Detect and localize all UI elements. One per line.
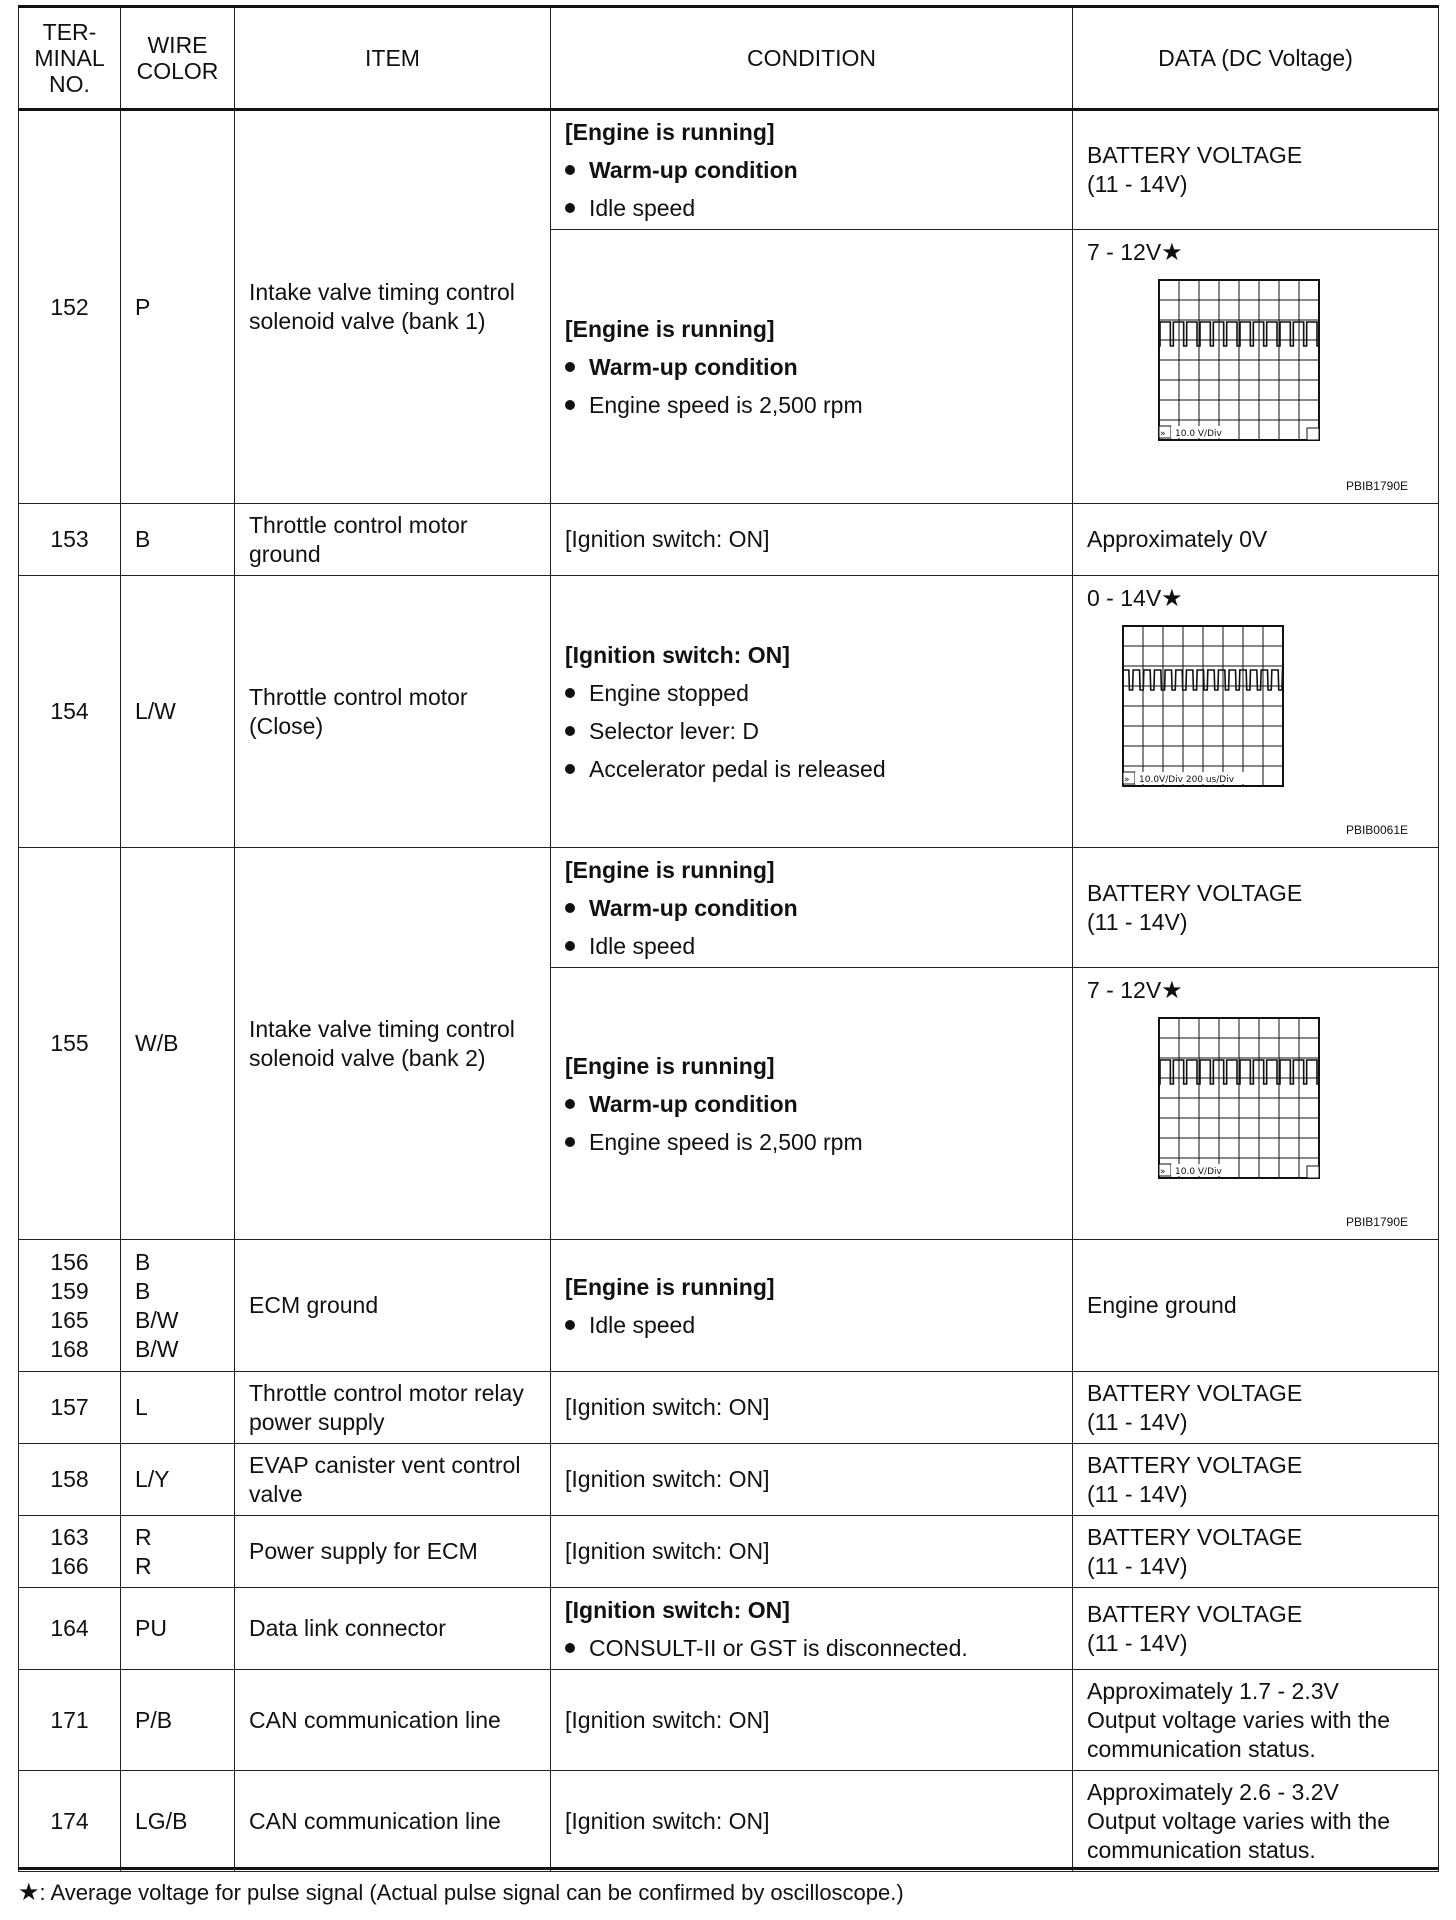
bullet-text: Warm-up condition xyxy=(589,353,798,380)
terminal-line: 168 xyxy=(50,1335,89,1362)
condition-bullet xyxy=(565,750,1058,788)
wire-line: B/W xyxy=(135,1335,179,1362)
bullet-icon xyxy=(565,764,575,774)
scope-scale-text: 10.0 V/Div xyxy=(1175,429,1222,439)
item-line: power supply xyxy=(249,1408,385,1435)
header-wire-color xyxy=(121,7,235,110)
condition-bullet xyxy=(565,927,1058,965)
item-cell: CAN communication line xyxy=(235,1771,551,1872)
figure-code: PBIB0061E xyxy=(1345,823,1408,837)
terminal-number: 157 xyxy=(19,1372,121,1444)
scope-scale-label xyxy=(1159,1164,1225,1177)
condition-title: [Ignition switch: ON] xyxy=(551,1372,1073,1444)
wire-line: B/W xyxy=(135,1306,179,1333)
wire-color: W/B xyxy=(121,848,235,1240)
item-cell xyxy=(235,1372,551,1444)
item-cell: Data link connector xyxy=(235,1588,551,1670)
star-icon: ★ xyxy=(1161,977,1183,1004)
item-cell xyxy=(235,110,551,504)
terminal-number: 174 xyxy=(19,1771,121,1872)
data-value-text: 0 - 14V xyxy=(1087,585,1162,611)
header-wire-l2: COLOR xyxy=(136,58,219,84)
scope-arrow-icon: » xyxy=(1124,775,1130,785)
data-cell xyxy=(1073,1372,1439,1444)
wire-color: P/B xyxy=(121,1670,235,1771)
figure-code: PBIB1790E xyxy=(1345,1215,1408,1229)
condition-title: [Ignition switch: ON] xyxy=(551,1771,1073,1872)
bullet-icon xyxy=(565,941,575,951)
terminal-line: 163 xyxy=(50,1523,89,1550)
terminal-line: 166 xyxy=(50,1552,89,1579)
header-terminal-l2: MINAL xyxy=(34,45,105,71)
bullet-icon xyxy=(565,1099,575,1109)
terminal-number xyxy=(19,1516,121,1588)
data-value-text: 7 - 12V xyxy=(1087,239,1162,265)
table-row xyxy=(19,504,1439,576)
scope-scale-text: 10.0V/Div 200 us/Div xyxy=(1139,775,1235,785)
data-cell xyxy=(1073,110,1439,230)
header-data: DATA (DC Voltage) xyxy=(1073,7,1439,110)
scope-scale-label xyxy=(1159,426,1225,439)
bullet-text: Engine speed is 2,500 rpm xyxy=(589,391,863,418)
data-line: BATTERY VOLTAGE xyxy=(1087,1600,1303,1627)
header-terminal-l3: NO. xyxy=(49,71,90,97)
terminal-number: 153 xyxy=(19,504,121,576)
figure-code: PBIB1790E xyxy=(1345,479,1408,493)
bullet-icon xyxy=(565,1320,575,1330)
wire-color: B xyxy=(121,504,235,576)
terminal-number xyxy=(19,1240,121,1372)
terminal-line: 165 xyxy=(50,1306,89,1333)
table-row xyxy=(19,848,1439,968)
condition-title: [Engine is running] xyxy=(565,119,775,145)
condition-title: [Ignition switch: ON] xyxy=(551,504,1073,576)
data-cell: Approximately 0V xyxy=(1073,504,1439,576)
data-line: BATTERY VOLTAGE xyxy=(1087,1523,1303,1550)
table-row xyxy=(19,1444,1439,1516)
item-line: solenoid valve (bank 1) xyxy=(249,308,486,334)
condition-title: [Ignition switch: ON] xyxy=(565,641,790,668)
condition-cell xyxy=(551,1588,1073,1670)
star-icon: ★ xyxy=(1161,239,1183,266)
condition-cell xyxy=(551,848,1073,968)
data-value-text: 7 - 12V xyxy=(1087,977,1162,1003)
wire-color: LG/B xyxy=(121,1771,235,1872)
wire-color xyxy=(121,1240,235,1372)
item-line: Intake valve timing control xyxy=(249,1015,515,1042)
data-line: Output voltage varies with the xyxy=(1087,1706,1390,1733)
footnote-text: : Average voltage for pulse signal (Actual pulse signal can be confirmed by oscilloscope.) xyxy=(39,1880,904,1905)
table-row xyxy=(19,1240,1439,1372)
terminal-line: 159 xyxy=(50,1277,89,1304)
condition-title: [Ignition switch: ON] xyxy=(551,1670,1073,1771)
condition-title: [Engine is running] xyxy=(565,1052,775,1079)
terminal-number: 158 xyxy=(19,1444,121,1516)
bullet-icon xyxy=(565,165,575,175)
bullet-icon xyxy=(565,903,575,913)
data-line: communication status. xyxy=(1087,1836,1316,1863)
data-cell xyxy=(1073,1444,1439,1516)
data-cell xyxy=(1073,848,1439,968)
terminal-number: 171 xyxy=(19,1670,121,1771)
item-line: Throttle control motor xyxy=(249,683,468,710)
item-cell xyxy=(235,848,551,1240)
data-line: BATTERY VOLTAGE xyxy=(1087,1379,1303,1406)
footnote xyxy=(18,1878,904,1907)
bullet-icon xyxy=(565,688,575,698)
data-line: BATTERY VOLTAGE xyxy=(1087,142,1303,168)
data-value xyxy=(1087,584,1183,613)
item-cell xyxy=(235,1444,551,1516)
wire-color: L/W xyxy=(121,576,235,848)
condition-cell xyxy=(551,576,1073,848)
condition-bullet xyxy=(565,1085,1058,1123)
item-cell xyxy=(235,504,551,576)
wire-color: P xyxy=(121,110,235,504)
scope-scale-label xyxy=(1123,772,1245,785)
item-line: valve xyxy=(249,1480,303,1507)
condition-bullet xyxy=(565,189,1058,227)
condition-title: [Engine is running] xyxy=(565,1273,775,1300)
condition-cell xyxy=(551,110,1073,230)
condition-title: [Ignition switch: ON] xyxy=(551,1444,1073,1516)
item-line: solenoid valve (bank 2) xyxy=(249,1044,486,1071)
terminal-line: 156 xyxy=(50,1248,89,1275)
bullet-text: Warm-up condition xyxy=(589,1090,798,1117)
data-line: Approximately 1.7 - 2.3V xyxy=(1087,1677,1339,1704)
table-row xyxy=(19,1372,1439,1444)
wire-color: PU xyxy=(121,1588,235,1670)
wire-line: R xyxy=(135,1552,152,1579)
table-row xyxy=(19,1771,1439,1872)
data-line: (11 - 14V) xyxy=(1087,1552,1188,1579)
star-icon: ★ xyxy=(18,1879,40,1906)
data-cell: Engine ground xyxy=(1073,1240,1439,1372)
terminal-number: 152 xyxy=(19,110,121,504)
bullet-text: Idle speed xyxy=(589,932,696,959)
bullet-text: Warm-up condition xyxy=(589,157,798,183)
data-cell xyxy=(1073,1516,1439,1588)
terminal-number: 154 xyxy=(19,576,121,848)
item-cell: ECM ground xyxy=(235,1240,551,1372)
bullet-text: Accelerator pedal is released xyxy=(589,755,886,782)
data-line: (11 - 14V) xyxy=(1087,171,1188,197)
bullet-icon xyxy=(565,362,575,372)
waveform-data-cell xyxy=(1073,968,1439,1240)
data-line: (11 - 14V) xyxy=(1087,908,1188,935)
oscilloscope-waveform xyxy=(1157,278,1327,464)
waveform-data-cell xyxy=(1073,576,1439,848)
wire-line: R xyxy=(135,1523,152,1550)
table-row xyxy=(19,576,1439,848)
item-cell xyxy=(235,576,551,848)
bullet-icon xyxy=(565,203,575,213)
scope-scale-text: 10.0 V/Div xyxy=(1175,1167,1222,1177)
item-line: Throttle control motor relay xyxy=(249,1379,524,1406)
condition-bullet xyxy=(565,1629,1058,1667)
bullet-icon xyxy=(565,1643,575,1653)
header-terminal xyxy=(19,7,121,110)
condition-bullet xyxy=(565,712,1058,750)
data-cell xyxy=(1073,1588,1439,1670)
wire-color xyxy=(121,1516,235,1588)
item-line: Throttle control motor xyxy=(249,511,468,538)
data-cell xyxy=(1073,1670,1439,1771)
wire-color: L xyxy=(121,1372,235,1444)
data-line: BATTERY VOLTAGE xyxy=(1087,879,1303,906)
terminal-data-table xyxy=(18,5,1439,1872)
condition-title: [Engine is running] xyxy=(565,315,775,342)
condition-bullet xyxy=(565,151,1058,189)
condition-cell xyxy=(551,1240,1073,1372)
oscilloscope-waveform xyxy=(1157,1016,1327,1202)
condition-cell xyxy=(551,230,1073,504)
oscilloscope-waveform xyxy=(1121,624,1291,808)
item-line: ground xyxy=(249,540,321,567)
table-row xyxy=(19,1516,1439,1588)
bullet-text: Idle speed xyxy=(589,1311,696,1338)
scope-grid xyxy=(1159,280,1319,440)
terminal-number: 164 xyxy=(19,1588,121,1670)
bullet-text: Engine stopped xyxy=(589,679,749,706)
data-line: Approximately 2.6 - 3.2V xyxy=(1087,1778,1339,1805)
scope-corner-box xyxy=(1307,1166,1319,1178)
data-line: BATTERY VOLTAGE xyxy=(1087,1451,1303,1478)
item-cell: CAN communication line xyxy=(235,1670,551,1771)
scope-arrow-icon: » xyxy=(1160,429,1166,439)
bullet-text: Idle speed xyxy=(589,195,696,221)
wire-color: L/Y xyxy=(121,1444,235,1516)
condition-bullet xyxy=(565,674,1058,712)
bottom-rule xyxy=(18,1867,1438,1870)
item-line: Intake valve timing control xyxy=(249,279,515,305)
wire-line: B xyxy=(135,1277,151,1304)
data-line: (11 - 14V) xyxy=(1087,1629,1188,1656)
scope-arrow-icon: » xyxy=(1160,1167,1166,1177)
bullet-text: Selector lever: D xyxy=(589,717,760,744)
condition-bullet xyxy=(565,1123,1058,1161)
data-value xyxy=(1087,238,1183,267)
table-row xyxy=(19,1588,1439,1670)
item-cell: Power supply for ECM xyxy=(235,1516,551,1588)
item-line: EVAP canister vent control xyxy=(249,1451,521,1478)
data-line: (11 - 14V) xyxy=(1087,1408,1188,1435)
waveform-data-cell xyxy=(1073,230,1439,504)
data-cell xyxy=(1073,1771,1439,1872)
condition-title: [Engine is running] xyxy=(565,856,775,883)
bullet-text: Warm-up condition xyxy=(589,894,798,921)
bullet-icon xyxy=(565,726,575,736)
condition-title: [Ignition switch: ON] xyxy=(551,1516,1073,1588)
data-line: communication status. xyxy=(1087,1735,1316,1762)
bullet-text: Engine speed is 2,500 rpm xyxy=(589,1128,863,1155)
bullet-icon xyxy=(565,400,575,410)
condition-bullet xyxy=(565,348,1058,386)
condition-bullet xyxy=(565,386,1058,424)
bullet-text: CONSULT-II or GST is disconnected. xyxy=(589,1634,968,1661)
condition-bullet xyxy=(565,1306,1058,1344)
condition-title: [Ignition switch: ON] xyxy=(565,1596,790,1623)
terminal-number: 155 xyxy=(19,848,121,1240)
data-line: (11 - 14V) xyxy=(1087,1480,1188,1507)
star-icon: ★ xyxy=(1161,585,1183,612)
condition-cell xyxy=(551,968,1073,1240)
bullet-icon xyxy=(565,1137,575,1147)
data-value xyxy=(1087,976,1183,1005)
table-header-row xyxy=(19,7,1439,110)
header-item: ITEM xyxy=(235,7,551,110)
condition-bullet xyxy=(565,889,1058,927)
table-row xyxy=(19,1670,1439,1771)
scope-corner-box xyxy=(1307,428,1319,440)
data-line: Output voltage varies with the xyxy=(1087,1807,1390,1834)
table-row xyxy=(19,110,1439,230)
header-condition: CONDITION xyxy=(551,7,1073,110)
item-line: (Close) xyxy=(249,712,324,739)
wire-line: B xyxy=(135,1248,151,1275)
header-wire-l1: WIRE xyxy=(147,32,208,58)
scope-grid xyxy=(1123,626,1283,786)
scope-grid xyxy=(1159,1018,1319,1178)
header-terminal-l1: TER- xyxy=(42,19,97,45)
